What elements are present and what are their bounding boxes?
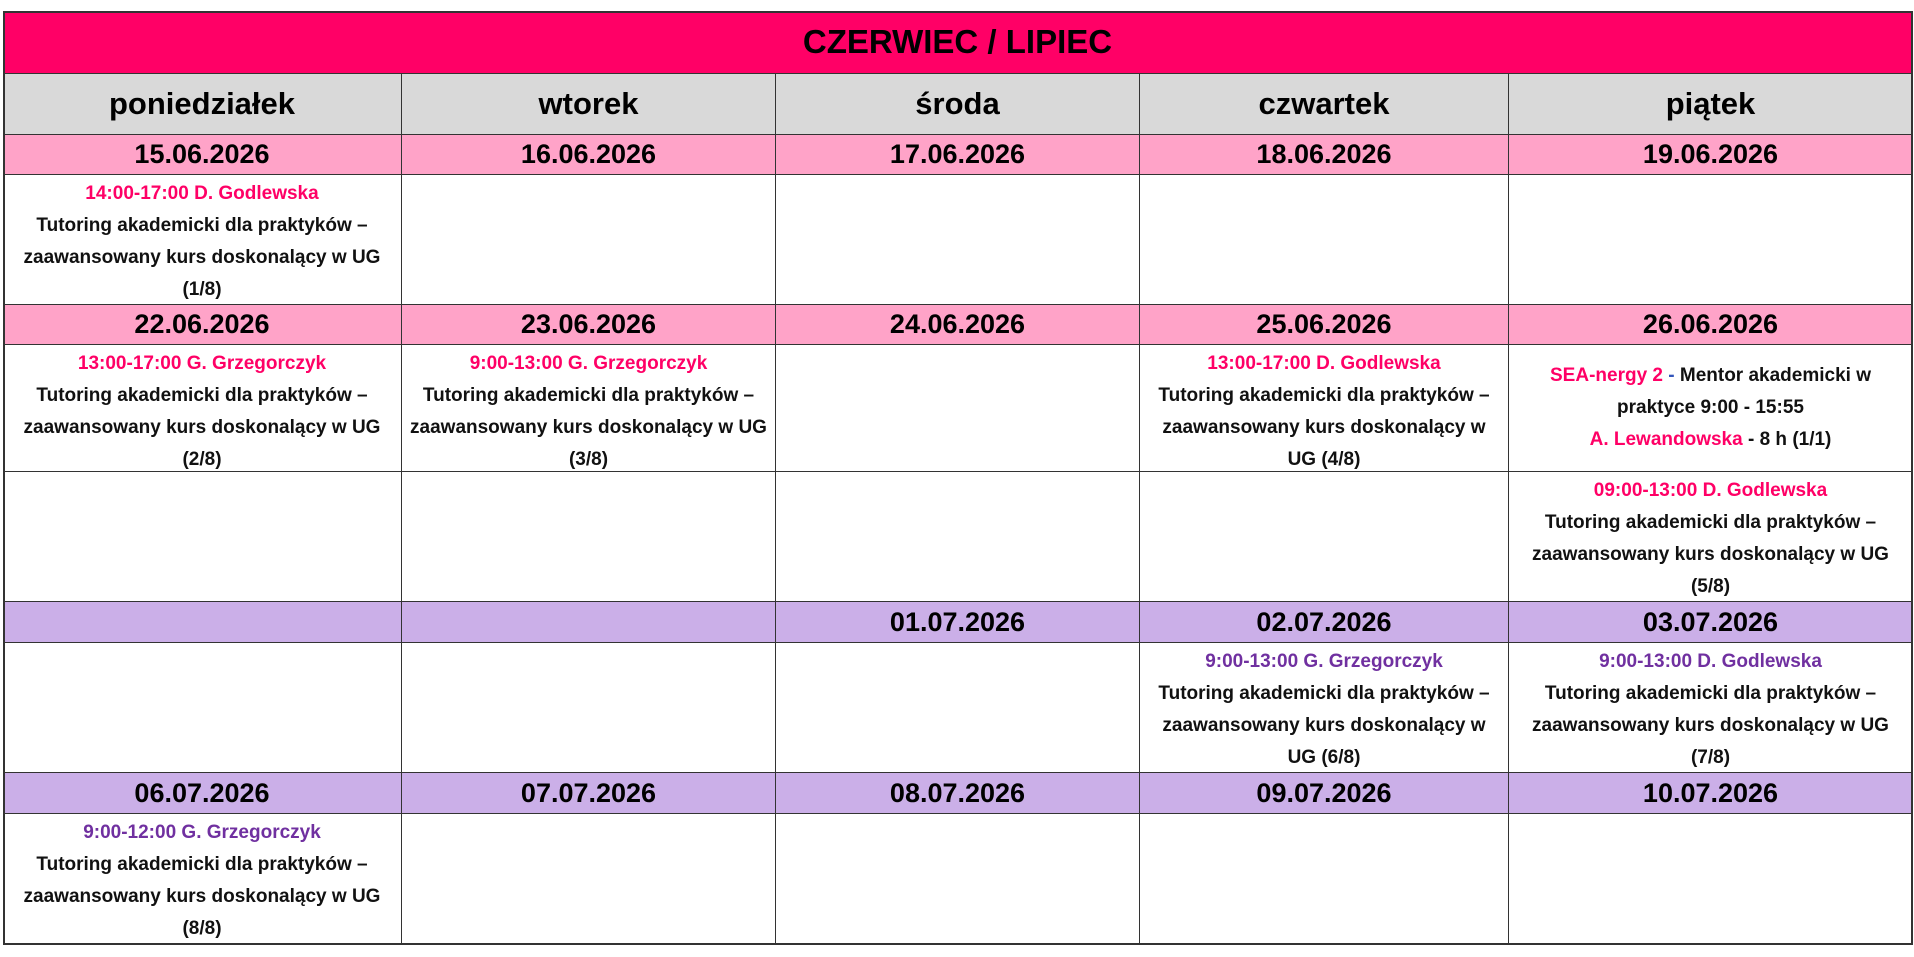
date-cell: 18.06.2026 [1140,135,1509,175]
event-time: 13:00-17:00 G. Grzegorczyk [77,353,327,374]
date-cell: 08.07.2026 [776,773,1140,814]
event-description: Tutoring akademicki dla praktyków – zaawansowany kurs doskonalący w UG (8/8) [23,854,381,939]
date-cell: 19.06.2026 [1509,135,1913,175]
empty-cell [1140,814,1509,945]
empty-cell [1509,814,1913,945]
course-title: Mentor akademicki w praktyce 9:00 - 15:55 [1617,365,1871,418]
date-cell: 09.07.2026 [1140,773,1509,814]
date-cell: 10.07.2026 [1509,773,1913,814]
event-description: Tutoring akademicki dla praktyków – zaawansowany kurs doskonalący w UG (3/8) [410,385,767,470]
event-description: Tutoring akademicki dla praktyków – zaawansowany kurs doskonalący w UG (4/8) [1158,385,1490,470]
empty-cell [3,643,402,773]
event-cell [402,345,776,472]
event-description: Tutoring akademicki dla praktyków – zaawansowany kurs doskonalący w UG (2/8) [23,385,381,470]
date-cell: 16.06.2026 [402,135,776,175]
empty-cell [1140,175,1509,305]
empty-cell [776,472,1140,602]
program-name: SEA-nergy 2 [1550,365,1663,386]
date-cell: 01.07.2026 [776,602,1140,643]
date-cell: 24.06.2026 [776,305,1140,345]
event-description: Tutoring akademicki dla praktyków – zaawansowany kurs doskonalący w UG (6/8) [1158,683,1490,768]
event-description [1509,360,1912,456]
date-cell: 26.06.2026 [1509,305,1913,345]
event-cell [1509,345,1913,472]
event-hours: - 8 h (1/1) [1742,429,1832,450]
event-cell [1140,643,1509,773]
event-cell [3,814,402,945]
event-cell [1509,643,1913,773]
event-time: 9:00-13:00 G. Grzegorczyk [1205,651,1443,672]
date-cell: 25.06.2026 [1140,305,1509,345]
calendar-table [3,11,1913,945]
empty-cell [402,814,776,945]
date-cell: 03.07.2026 [1509,602,1913,643]
empty-cell [402,472,776,602]
event-time: 9:00-12:00 G. Grzegorczyk [83,822,321,843]
date-cell: 22.06.2026 [3,305,402,345]
empty-cell [1140,472,1509,602]
event-time: 13:00-17:00 D. Godlewska [1207,353,1441,374]
empty-cell [776,814,1140,945]
date-cell [3,602,402,643]
empty-cell [776,643,1140,773]
event-cell [3,175,402,305]
date-cell: 02.07.2026 [1140,602,1509,643]
event-description: Tutoring akademicki dla praktyków – zaawansowany kurs doskonalący w UG (5/8) [1532,512,1889,597]
event-cell [3,345,402,472]
day-thursday: czwartek [1140,74,1509,135]
date-cell: 15.06.2026 [3,135,402,175]
day-monday: poniedziałek [3,74,402,135]
day-friday: piątek [1509,74,1913,135]
date-cell: 23.06.2026 [402,305,776,345]
event-time: 09:00-13:00 D. Godlewska [1593,480,1828,501]
event-time: 14:00-17:00 D. Godlewska [85,183,319,204]
event-time: 9:00-13:00 D. Godlewska [1599,651,1822,672]
event-person: A. Lewandowska [1589,429,1743,450]
empty-cell [1509,175,1913,305]
event-cell [1140,345,1509,472]
empty-cell [402,643,776,773]
date-cell: 17.06.2026 [776,135,1140,175]
calendar-title: CZERWIEC / LIPIEC [3,11,1913,74]
event-time: 9:00-13:00 G. Grzegorczyk [469,353,708,374]
date-cell: 07.07.2026 [402,773,776,814]
date-cell: 06.07.2026 [3,773,402,814]
empty-cell [3,472,402,602]
empty-cell [776,345,1140,472]
empty-cell [776,175,1140,305]
date-cell [402,602,776,643]
day-tuesday: wtorek [402,74,776,135]
event-description: Tutoring akademicki dla praktyków – zaawansowany kurs doskonalący w UG (7/8) [1532,683,1889,768]
day-wednesday: środa [776,74,1140,135]
empty-cell [402,175,776,305]
event-description: Tutoring akademicki dla praktyków – zaawansowany kurs doskonalący w UG (1/8) [23,215,381,300]
event-cell [1509,472,1913,602]
separator: - [1662,365,1680,386]
